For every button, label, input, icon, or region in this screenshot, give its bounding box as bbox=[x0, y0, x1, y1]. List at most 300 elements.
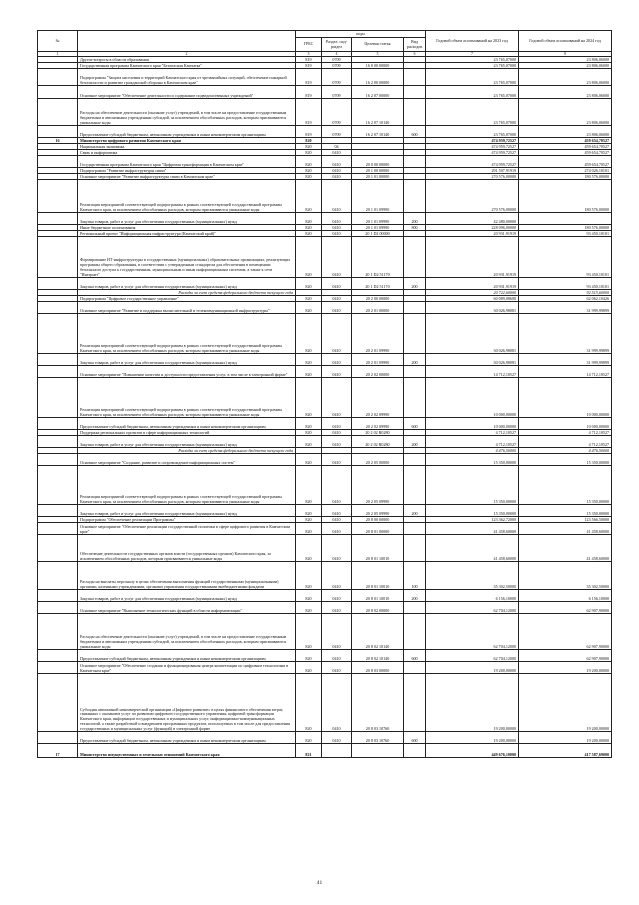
row-volume-2024: 14 712,10527 bbox=[519, 366, 612, 378]
budget-table bbox=[37, 30, 612, 758]
row-volume-2024: 62 907,90000 bbox=[519, 602, 612, 614]
row-expense-type: 100 bbox=[404, 562, 426, 590]
table-row bbox=[38, 378, 612, 418]
header-vid: Вид расходов bbox=[404, 38, 426, 52]
row-grbs: 820 bbox=[296, 296, 322, 302]
row-number bbox=[38, 156, 78, 168]
row-name: Реализация мероприятий соответствующей подпрограммы в рамках соответствующей государственной программы Камчатского края, за исключением обособленных расходов, которым присваиваются уникальные коды bbox=[78, 378, 296, 418]
row-volume-2023: 20 722,60000 bbox=[426, 290, 519, 296]
row-expense-type bbox=[404, 86, 426, 99]
row-grbs: 820 bbox=[296, 505, 322, 517]
row-expense-type bbox=[404, 237, 426, 278]
row-volume-2023: 6 156,10000 bbox=[426, 590, 519, 602]
header-volume-2024: Годовой объем ассигнований на 2024 год bbox=[519, 31, 612, 52]
row-expense-type: 600 bbox=[404, 126, 426, 138]
row-expense-type bbox=[404, 69, 426, 86]
row-razdel: 0410 bbox=[322, 590, 352, 602]
row-target-article: 20 0 00 00000 bbox=[352, 156, 404, 168]
row-expense-type bbox=[404, 602, 426, 614]
row-target-article: 20 8 02 10140 bbox=[352, 650, 404, 662]
row-razdel: 0410 bbox=[322, 454, 352, 466]
row-target-article: 20 2 02 00000 bbox=[352, 366, 404, 378]
row-number bbox=[38, 505, 78, 517]
row-name: Подпрограмма "Защита населения и территорий Камчатского края от чрезвычайных ситуаций, обеспечение пожарной безопасности и развитие гражданской обороны в Камчатском крае" bbox=[78, 69, 296, 86]
row-grbs: 820 bbox=[296, 174, 322, 180]
row-razdel: 0410 bbox=[322, 302, 352, 314]
row-razdel: 0410 bbox=[322, 523, 352, 535]
row-number bbox=[38, 454, 78, 466]
header-volume-2023: Годовой объем ассигнований на 2023 год bbox=[426, 31, 519, 52]
column-number: 4 bbox=[322, 52, 352, 57]
row-name: Формирование ИТ-инфраструктуры в государственных (муниципальных) образовательных организациях, реализующих программы общего образования, в соответствии с утвержденным стандартом для обеспечения в помещениях безопасного доступа к государственным, муниципальным и иным информационным системам, а также к сети "Интернет" bbox=[78, 237, 296, 278]
row-name: Закупка товаров, работ и услуг для обеспечения государственных (муниципальных) нужд bbox=[78, 213, 296, 225]
row-grbs: 820 bbox=[296, 314, 322, 354]
table-row bbox=[38, 505, 612, 517]
row-volume-2024: 41 458,60000 bbox=[519, 523, 612, 535]
row-name: Закупка товаров, работ и услуг для обеспечения государственных (муниципальных) нужд bbox=[78, 505, 296, 517]
row-target-article: 20 8 02 00000 bbox=[352, 602, 404, 614]
row-grbs: 820 bbox=[296, 650, 322, 662]
row-number bbox=[38, 314, 78, 354]
row-volume-2024: 93 450,10101 bbox=[519, 231, 612, 237]
row-volume-2024: 459 654,70527 bbox=[519, 144, 612, 150]
row-volume-2024: 62 062,10426 bbox=[519, 296, 612, 302]
row-volume-2024: 41 458,60000 bbox=[519, 535, 612, 562]
row-number bbox=[38, 302, 78, 314]
row-grbs: 820 bbox=[296, 454, 322, 466]
row-razdel: 0410 bbox=[322, 180, 352, 213]
header-razdel: Раздел, под-раздел bbox=[322, 38, 352, 52]
row-number bbox=[38, 614, 78, 650]
row-expense-type bbox=[404, 523, 426, 535]
row-volume-2024: 31 999,99899 bbox=[519, 302, 612, 314]
table-row bbox=[38, 590, 612, 602]
row-razdel: 0410 bbox=[322, 650, 352, 662]
row-name: Основное мероприятие "Развитие и поддержка вычислительной и телекоммуникационной инфраструктуры" bbox=[78, 302, 296, 314]
row-name: Закупка товаров, работ и услуг для обеспечения государственных (муниципальных) нужд bbox=[78, 354, 296, 366]
row-razdel: 0410 bbox=[322, 430, 352, 436]
row-razdel: 0410 bbox=[322, 535, 352, 562]
row-volume-2024: 459 654,70527 bbox=[519, 156, 612, 168]
row-name: Закупка товаров, работ и услуг для обеспечения государственных (муниципальных) нужд bbox=[78, 278, 296, 290]
row-name: Закупка товаров, работ и услуг для обеспечения государственных (муниципальных) нужд bbox=[78, 436, 296, 448]
table-row bbox=[38, 674, 612, 732]
row-volume-2023: 41 458,60000 bbox=[426, 535, 519, 562]
row-volume-2024: 10 000,00000 bbox=[519, 378, 612, 418]
row-volume-2024: 23 806,06000 bbox=[519, 63, 612, 69]
table-row bbox=[38, 436, 612, 448]
row-target-article: 20 2 02 R0280 bbox=[352, 436, 404, 448]
row-razdel: 0410 bbox=[322, 314, 352, 354]
row-volume-2023: 30 026,98081 bbox=[426, 314, 519, 354]
row-target-article: 20 8 01 10010 bbox=[352, 535, 404, 562]
row-target-article: 16 0 00 00000 bbox=[352, 63, 404, 69]
row-expense-type: 600 bbox=[404, 732, 426, 744]
row-number bbox=[38, 126, 78, 138]
row-name: Основное мероприятие "Выполнение технологических функций в области информатизации" bbox=[78, 602, 296, 614]
row-name: Расходы на выплаты персоналу в целях обеспечения выполнения функций государственными (муниципальными) органами, казенными учреждениями, органами управления государственными внебюджетными фондами bbox=[78, 562, 296, 590]
row-name: Реализация мероприятий соответствующей подпрограммы в рамках соответствующей государственной программы Камчатского края, за исключением обособленных расходов, которым присваиваются уникальные коды bbox=[78, 314, 296, 354]
row-target-article: 20 1 01 09990 bbox=[352, 180, 404, 213]
row-volume-2023: 291 507,91919 bbox=[426, 168, 519, 174]
row-name: Расходы на обеспечение деятельности (оказание услуг) учреждений, в том числе на предоставление государственным бюджетным и автономным учреждениям субсидий, за исключением обособленных расходов, которым присваиваются уникальные коды bbox=[78, 99, 296, 126]
row-name: Предоставление субсидий бюджетным, автономным учреждениям и иным некоммерческим организациям bbox=[78, 126, 296, 138]
row-volume-2024: 15 350,00000 bbox=[519, 505, 612, 517]
row-number bbox=[38, 562, 78, 590]
row-grbs: 820 bbox=[296, 466, 322, 505]
row-number bbox=[38, 590, 78, 602]
row-target-article: 20 2 01 09990 bbox=[352, 314, 404, 354]
row-volume-2024: 62 907,90000 bbox=[519, 614, 612, 650]
row-name: Закупка товаров, работ и услуг для обеспечения государственных (муниципальных) нужд bbox=[78, 590, 296, 602]
row-target-article: 16 2 00 00000 bbox=[352, 69, 404, 86]
row-grbs: 819 bbox=[296, 99, 322, 126]
row-volume-2024: 35 302,50000 bbox=[519, 562, 612, 590]
row-number bbox=[38, 650, 78, 662]
row-razdel: 0410 bbox=[322, 662, 352, 674]
table-row bbox=[38, 354, 612, 366]
row-grbs: 820 bbox=[296, 156, 322, 168]
row-razdel: 0410 bbox=[322, 505, 352, 517]
row-razdel: 0709 bbox=[322, 69, 352, 86]
row-volume-2023: 474 959,72527 bbox=[426, 150, 519, 156]
row-grbs: 820 bbox=[296, 302, 322, 314]
row-volume-2023: 62 704,12000 bbox=[426, 650, 519, 662]
row-volume-2024: 4 712,10527 bbox=[519, 436, 612, 448]
row-name: Основное мероприятие "Обеспечение деятельности и содержание подведомственных учреждений" bbox=[78, 86, 296, 99]
row-volume-2024: 92 515,60000 bbox=[519, 290, 612, 296]
row-grbs: 820 bbox=[296, 517, 322, 523]
row-volume-2023: 23 765,07000 bbox=[426, 69, 519, 86]
row-razdel: 0410 bbox=[322, 517, 352, 523]
row-volume-2023: 30 026,98081 bbox=[426, 354, 519, 366]
table-row bbox=[38, 602, 612, 614]
row-grbs: 820 bbox=[296, 144, 322, 150]
row-number bbox=[38, 278, 78, 290]
row-grbs: 819 bbox=[296, 126, 322, 138]
row-volume-2023: 19 200,00000 bbox=[426, 732, 519, 744]
row-target-article: 20 1 01 00000 bbox=[352, 174, 404, 180]
column-number: 5 bbox=[352, 52, 404, 57]
row-expense-type bbox=[404, 302, 426, 314]
row-name: Подпрограмма "Развитие инфраструктуры связи" bbox=[78, 168, 296, 174]
row-volume-2024: 459 654,70527 bbox=[519, 150, 612, 156]
table-row bbox=[38, 614, 612, 650]
row-expense-type: 200 bbox=[404, 505, 426, 517]
row-grbs: 820 bbox=[296, 674, 322, 732]
row-razdel: 0410 bbox=[322, 168, 352, 174]
row-volume-2023: 474 959,72527 bbox=[426, 144, 519, 150]
column-number: 1 bbox=[38, 52, 78, 57]
table-row bbox=[38, 732, 612, 744]
row-razdel: 0410 bbox=[322, 296, 352, 302]
row-target-article: 20 2 05 09990 bbox=[352, 466, 404, 505]
row-volume-2023: 30 026,98081 bbox=[426, 302, 519, 314]
row-razdel: 0410 bbox=[322, 602, 352, 614]
row-volume-2023: 14 712,10527 bbox=[426, 366, 519, 378]
row-volume-2023: 15 350,00000 bbox=[426, 454, 519, 466]
row-number bbox=[38, 366, 78, 378]
row-number bbox=[38, 674, 78, 732]
row-volume-2023: 123 362,72000 bbox=[426, 517, 519, 523]
row-razdel: 0410 bbox=[322, 436, 352, 448]
row-target-article: 20 1 00 00000 bbox=[352, 168, 404, 174]
row-grbs: 820 bbox=[296, 378, 322, 418]
row-expense-type: 200 bbox=[404, 278, 426, 290]
row-volume-2024: 62 907,90000 bbox=[519, 650, 612, 662]
table-row bbox=[38, 314, 612, 354]
row-target-article: 20 8 02 10140 bbox=[352, 614, 404, 650]
row-name: Поддержка региональных проектов в сфере информационных технологий bbox=[78, 430, 296, 436]
row-grbs: 821 bbox=[296, 744, 322, 758]
row-volume-2023: 10 000,00000 bbox=[426, 418, 519, 430]
row-number bbox=[38, 378, 78, 418]
row-volume-2024: 23 806,06000 bbox=[519, 86, 612, 99]
row-volume-2024: 180 576,00000 bbox=[519, 225, 612, 231]
row-target-article: 20 2 01 09990 bbox=[352, 354, 404, 366]
row-target-article: 20 2 02 09990 bbox=[352, 418, 404, 430]
row-grbs: 820 bbox=[296, 418, 322, 430]
row-expense-type bbox=[404, 535, 426, 562]
row-razdel: 04 bbox=[322, 144, 352, 150]
row-razdel: 0410 bbox=[322, 225, 352, 231]
row-expense-type bbox=[404, 466, 426, 505]
row-volume-2024: 15 350,00000 bbox=[519, 466, 612, 505]
row-expense-type bbox=[404, 99, 426, 126]
row-name: Обеспечение деятельности государственных органов власти (государственных органов) Камчатского края, за исключением обособленных расходов, которым присваиваются уникальные коды bbox=[78, 535, 296, 562]
row-name: Основное мероприятие "Обеспечение реализации государственной политики в сфере цифрового развития в Камчатском крае" bbox=[78, 523, 296, 535]
row-volume-2023: 60 089,08608 bbox=[426, 296, 519, 302]
row-grbs: 820 bbox=[296, 225, 322, 231]
row-volume-2024: 459 654,70527 bbox=[519, 138, 612, 144]
row-volume-2023: 19 200,00000 bbox=[426, 674, 519, 732]
row-grbs: 820 bbox=[296, 590, 322, 602]
row-name: Расходы за счет средств федерального бюджета текущего года bbox=[78, 448, 296, 454]
row-volume-2023: 23 765,07000 bbox=[426, 63, 519, 69]
row-volume-2024: 417 587,69000 bbox=[519, 744, 612, 758]
row-number bbox=[38, 86, 78, 99]
row-number bbox=[38, 602, 78, 614]
row-target-article bbox=[352, 744, 404, 758]
page-number: 41 bbox=[316, 880, 323, 886]
row-razdel: 0410 bbox=[322, 213, 352, 225]
row-grbs: 820 bbox=[296, 138, 322, 144]
row-volume-2023: 23 765,07000 bbox=[426, 86, 519, 99]
row-razdel: 0410 bbox=[322, 231, 352, 237]
table-row bbox=[38, 744, 612, 758]
row-name: Субсидия автономной некоммерческой организации «Цифровое развитие» в целях финансового обеспечения затрат, связанных с оказанием услуг по развитию цифрового государственного управления, цифровой трансформации Камчатского края, информации государственных и муниципальных услуг, информационно-коммуникационных технологий, а также разработкой и внедрением программных продуктов, используемых в том числе для предоставления государственных и муниципальных услуг (функций) в электронной форме bbox=[78, 674, 296, 732]
row-volume-2024: 180 576,00000 bbox=[519, 174, 612, 180]
row-target-article: 20 8 03 10760 bbox=[352, 674, 404, 732]
row-number bbox=[38, 535, 78, 562]
column-number: 7 bbox=[426, 52, 519, 57]
row-target-article: 20 2 00 00000 bbox=[352, 296, 404, 302]
row-expense-type: 200 bbox=[404, 590, 426, 602]
row-razdel: 0410 bbox=[322, 418, 352, 430]
header-target: Целевая статья bbox=[352, 38, 404, 52]
row-grbs: 820 bbox=[296, 614, 322, 650]
row-razdel: 0410 bbox=[322, 174, 352, 180]
row-name: Расходы за счет средств федерального бюджета текущего года bbox=[78, 290, 296, 296]
row-target-article: 16 2 07 10140 bbox=[352, 126, 404, 138]
header-name bbox=[78, 31, 296, 52]
table-row bbox=[38, 523, 612, 535]
table-row bbox=[38, 466, 612, 505]
row-grbs: 820 bbox=[296, 278, 322, 290]
row-name: Основное мероприятие "Развитие инфраструктуры связи в Камчатском крае" bbox=[78, 174, 296, 180]
row-volume-2023: 41 458,60000 bbox=[426, 523, 519, 535]
row-volume-2024: 23 806,06000 bbox=[519, 126, 612, 138]
row-target-article: 16 2 07 10140 bbox=[352, 99, 404, 126]
row-volume-2024: 19 200,00000 bbox=[519, 662, 612, 674]
row-grbs: 819 bbox=[296, 57, 322, 63]
row-name: Региональный проект "Информационная инфраструктура (Камчатский край)" bbox=[78, 231, 296, 237]
row-expense-type bbox=[404, 378, 426, 418]
row-volume-2024: 15 350,00000 bbox=[519, 454, 612, 466]
row-volume-2023: 23 765,07000 bbox=[426, 57, 519, 63]
row-volume-2024: 19 200,00000 bbox=[519, 732, 612, 744]
row-grbs: 820 bbox=[296, 430, 322, 436]
row-razdel: 0709 bbox=[322, 57, 352, 63]
row-target-article: 20 1 D2 51170 bbox=[352, 278, 404, 290]
row-target-article: 20 1 01 09990 bbox=[352, 225, 404, 231]
row-number bbox=[38, 69, 78, 86]
row-volume-2024: 19 200,00000 bbox=[519, 674, 612, 732]
row-volume-2024: 6 156,10000 bbox=[519, 590, 612, 602]
table-row bbox=[38, 156, 612, 168]
row-target-article: 20 1 01 09990 bbox=[352, 213, 404, 225]
row-volume-2023: 474 959,72527 bbox=[426, 156, 519, 168]
row-volume-2023: 228 096,00000 bbox=[426, 225, 519, 231]
table-row bbox=[38, 99, 612, 126]
row-volume-2024: 23 806,06000 bbox=[519, 69, 612, 86]
row-expense-type bbox=[404, 744, 426, 758]
row-target-article: 20 8 01 00000 bbox=[352, 523, 404, 535]
row-razdel: 0410 bbox=[322, 278, 352, 290]
row-number: 17 bbox=[38, 744, 78, 758]
row-expense-type: 200 bbox=[404, 436, 426, 448]
header-codes: коды bbox=[296, 31, 426, 38]
row-number: 16 bbox=[38, 138, 78, 144]
row-name: Государственная программа Камчатского края "Безопасная Камчатка" bbox=[78, 63, 296, 69]
row-name: Основное мероприятие "Обеспечение создания и функционирования центра компетенции по цифровым технологиям в Камчатском крае" bbox=[78, 662, 296, 674]
row-name: Реализация мероприятий соответствующей подпрограммы в рамках соответствующей государственной программы Камчатского края, за исключением обособленных расходов, которым присваиваются уникальные коды bbox=[78, 180, 296, 213]
row-target-article: 20 1 D2 00000 bbox=[352, 231, 404, 237]
row-number bbox=[38, 180, 78, 213]
row-razdel: 0709 bbox=[322, 126, 352, 138]
table-row bbox=[38, 454, 612, 466]
row-grbs: 820 bbox=[296, 602, 322, 614]
header-grbs: ГРБС bbox=[296, 38, 322, 52]
row-grbs: 820 bbox=[296, 237, 322, 278]
row-grbs: 820 bbox=[296, 436, 322, 448]
row-grbs: 820 bbox=[296, 150, 322, 156]
row-volume-2024: 10 000,00000 bbox=[519, 418, 612, 430]
row-name: Предоставление субсидий бюджетным, автономным учреждениям и иным некоммерческим организациям bbox=[78, 418, 296, 430]
row-name: Основное мероприятие "Создание, развитие и сопровождение информационных систем" bbox=[78, 454, 296, 466]
row-grbs: 820 bbox=[296, 354, 322, 366]
row-razdel: 0410 bbox=[322, 732, 352, 744]
row-expense-type bbox=[404, 454, 426, 466]
row-volume-2023: 20 931,91919 bbox=[426, 237, 519, 278]
row-expense-type: 200 bbox=[404, 213, 426, 225]
row-target-article: 20 2 05 00000 bbox=[352, 454, 404, 466]
table-row bbox=[38, 86, 612, 99]
row-expense-type: 800 bbox=[404, 225, 426, 231]
row-volume-2024: 274 026,10101 bbox=[519, 168, 612, 174]
table-row bbox=[38, 180, 612, 213]
row-razdel: 0410 bbox=[322, 354, 352, 366]
row-volume-2023: 20 931,91919 bbox=[426, 278, 519, 290]
row-grbs: 820 bbox=[296, 562, 322, 590]
table-row bbox=[38, 366, 612, 378]
row-number bbox=[38, 99, 78, 126]
row-volume-2024: 31 999,99899 bbox=[519, 314, 612, 354]
row-name: Министерство имущественных и земельных отношений Камчатского края bbox=[78, 744, 296, 758]
row-number bbox=[38, 354, 78, 366]
row-volume-2023: 15 350,00000 bbox=[426, 505, 519, 517]
row-grbs: 820 bbox=[296, 168, 322, 174]
row-volume-2023: 62 704,12000 bbox=[426, 602, 519, 614]
row-razdel bbox=[322, 744, 352, 758]
row-grbs: 820 bbox=[296, 732, 322, 744]
table-row bbox=[38, 562, 612, 590]
row-expense-type bbox=[404, 180, 426, 213]
row-volume-2023: 62 704,12000 bbox=[426, 614, 519, 650]
row-target-article: 16 2 07 00000 bbox=[352, 86, 404, 99]
table-row bbox=[38, 662, 612, 674]
row-number bbox=[38, 213, 78, 225]
row-razdel: 0410 bbox=[322, 674, 352, 732]
table-row bbox=[38, 650, 612, 662]
row-expense-type: 200 bbox=[404, 354, 426, 366]
row-name: Основное мероприятие "Повышение качества и доступности предоставления услуг, в том числе в электронной форме" bbox=[78, 366, 296, 378]
row-volume-2023: 4 476,50000 bbox=[426, 448, 519, 454]
row-grbs: 820 bbox=[296, 662, 322, 674]
row-volume-2024: 4 712,10527 bbox=[519, 430, 612, 436]
row-volume-2024: 31 999,99899 bbox=[519, 354, 612, 366]
header-num: № bbox=[38, 31, 78, 52]
row-target-article: 20 2 01 00000 bbox=[352, 302, 404, 314]
row-target-article: 20 8 01 10010 bbox=[352, 590, 404, 602]
row-name: Подпрограмма "Обеспечение реализации Программы" bbox=[78, 517, 296, 523]
column-number: 8 bbox=[519, 52, 612, 57]
row-name: Связь и информатика bbox=[78, 150, 296, 156]
row-volume-2024: 4 476,50000 bbox=[519, 448, 612, 454]
row-razdel: 0410 bbox=[322, 237, 352, 278]
row-name: Реализация мероприятий соответствующей подпрограммы в рамках соответствующей государственной программы Камчатского края, за исключением обособленных расходов, которым присваиваются уникальные коды bbox=[78, 466, 296, 505]
row-razdel: 0410 bbox=[322, 366, 352, 378]
row-volume-2023: 449 676,10000 bbox=[426, 744, 519, 758]
row-grbs: 820 bbox=[296, 523, 322, 535]
row-volume-2023: 10 000,00000 bbox=[426, 378, 519, 418]
row-volume-2024: 123 566,50000 bbox=[519, 517, 612, 523]
row-name: Подпрограмма "Цифровое государственное управление" bbox=[78, 296, 296, 302]
row-volume-2023: 270 576,00000 bbox=[426, 174, 519, 180]
row-target-article: 20 1 D2 51170 bbox=[352, 237, 404, 278]
table-row bbox=[38, 237, 612, 278]
table-row bbox=[38, 213, 612, 225]
row-target-article: 20 8 01 10010 bbox=[352, 562, 404, 590]
column-number: 2 bbox=[78, 52, 296, 57]
row-volume-2023: 19 200,00000 bbox=[426, 662, 519, 674]
row-razdel: 0709 bbox=[322, 99, 352, 126]
row-number bbox=[38, 732, 78, 744]
row-number bbox=[38, 418, 78, 430]
row-number bbox=[38, 662, 78, 674]
row-volume-2024: 23 806,06000 bbox=[519, 99, 612, 126]
row-grbs: 820 bbox=[296, 180, 322, 213]
